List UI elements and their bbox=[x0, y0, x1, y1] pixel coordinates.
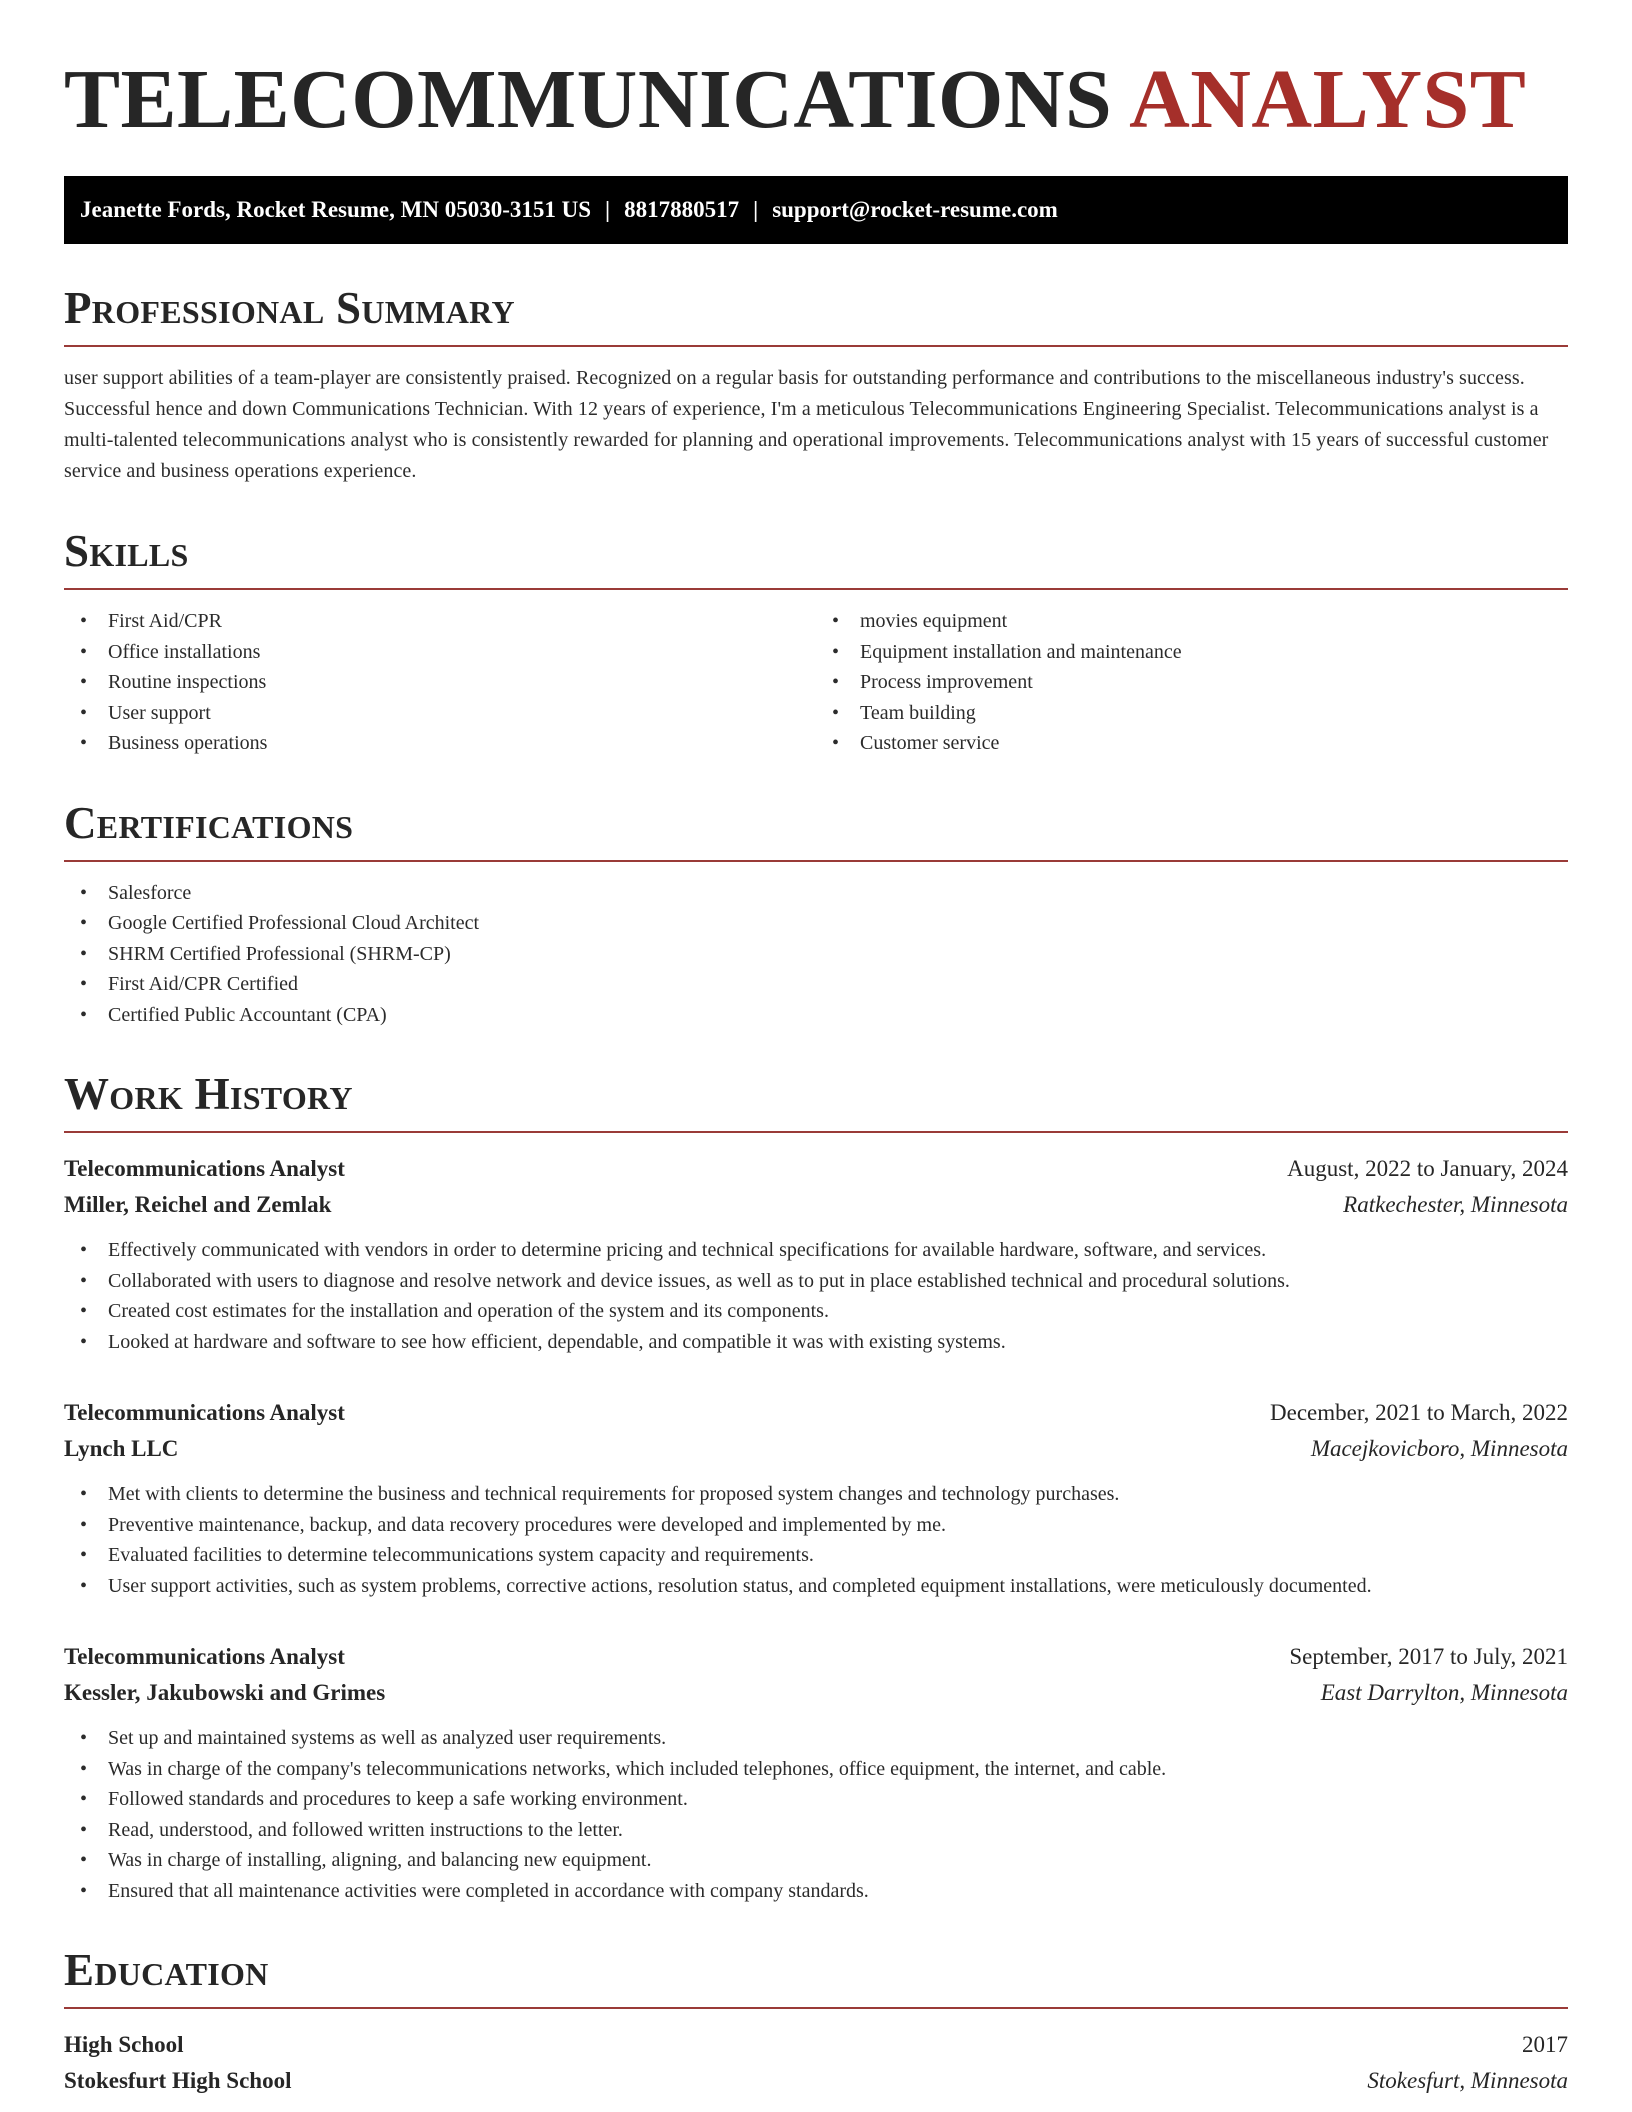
job-duty: • Was in charge of installing, aligning, and balancing new equipment. bbox=[64, 1845, 1568, 1876]
education-school-row bbox=[64, 2063, 1568, 2099]
job-duty: • Effectively communicated with vendors in order to determine pricing and technical specifications for available hardware, software, and services. bbox=[64, 1235, 1568, 1266]
job-header-row bbox=[64, 1151, 1568, 1187]
skills-list-right bbox=[816, 606, 1568, 759]
education-year: 2017 bbox=[1522, 2032, 1568, 2057]
job-company-row bbox=[64, 1187, 1568, 1223]
job-company: Kessler, Jakubowski and Grimes bbox=[64, 1680, 386, 1705]
title-part1: TELECOMMUNICATIONS bbox=[64, 53, 1113, 146]
certification-item: • First Aid/CPR Certified bbox=[64, 969, 1568, 1000]
job-title: Telecommunications Analyst bbox=[64, 1644, 345, 1669]
job-header-row bbox=[64, 1395, 1568, 1431]
job-duty: • Evaluated facilities to determine telecommunications system capacity and requirements. bbox=[64, 1540, 1568, 1571]
job-company: Miller, Reichel and Zemlak bbox=[64, 1192, 332, 1217]
work-history-section bbox=[64, 1069, 1568, 1906]
job-duty: • Ensured that all maintenance activities were completed in accordance with company standards. bbox=[64, 1876, 1568, 1907]
contact-separator: | bbox=[753, 197, 759, 222]
skill-item: • Customer service bbox=[816, 728, 1568, 759]
job-duty: • User support activities, such as system problems, corrective actions, resolution status, and completed equipment installations, were meticulously documented. bbox=[64, 1571, 1568, 1602]
contact-phone: 8817880517 bbox=[624, 197, 740, 222]
job-dates: September, 2017 to July, 2021 bbox=[1289, 1644, 1568, 1669]
job-duties-list bbox=[64, 1479, 1568, 1601]
certification-item: • Certified Public Accountant (CPA) bbox=[64, 1000, 1568, 1031]
resume-title bbox=[64, 53, 1568, 148]
job-company: Lynch LLC bbox=[64, 1436, 179, 1461]
job-entry bbox=[64, 1639, 1568, 1906]
skill-item: • Routine inspections bbox=[64, 667, 816, 698]
summary-section bbox=[64, 283, 1568, 487]
education-location: Stokesfurt, Minnesota bbox=[1367, 2068, 1568, 2093]
job-duty: • Created cost estimates for the installation and operation of the system and its components. bbox=[64, 1296, 1568, 1327]
job-duty: • Preventive maintenance, backup, and data recovery procedures were developed and implemented by me. bbox=[64, 1510, 1568, 1541]
certifications-section bbox=[64, 797, 1568, 1031]
job-duty: • Read, understood, and followed written instructions to the letter. bbox=[64, 1815, 1568, 1846]
job-dates: December, 2021 to March, 2022 bbox=[1270, 1400, 1568, 1425]
education-degree-row bbox=[64, 2027, 1568, 2063]
contact-separator: | bbox=[605, 197, 611, 222]
job-duty: • Was in charge of the company's telecommunications networks, which included telephones, office equipment, the internet, and cable. bbox=[64, 1754, 1568, 1785]
skill-item: • User support bbox=[64, 698, 816, 729]
skills-heading: Skills bbox=[64, 529, 1568, 590]
job-company-row bbox=[64, 1675, 1568, 1711]
skill-item: • Process improvement bbox=[816, 667, 1568, 698]
summary-heading: Professional Summary bbox=[64, 286, 1568, 347]
education-school: Stokesfurt High School bbox=[64, 2068, 292, 2093]
skills-columns bbox=[64, 590, 1568, 759]
skill-item: • Office installations bbox=[64, 637, 816, 668]
job-duty: • Followed standards and procedures to keep a safe working environment. bbox=[64, 1784, 1568, 1815]
contact-address: Jeanette Fords, Rocket Resume, MN 05030-3151 US bbox=[80, 197, 592, 222]
education-degree: High School bbox=[64, 2032, 184, 2057]
education-entry bbox=[64, 2027, 1568, 2099]
skill-item: • Equipment installation and maintenance bbox=[816, 637, 1568, 668]
work-history-heading: Work History bbox=[64, 1072, 1568, 1133]
skills-list-left bbox=[64, 606, 816, 759]
job-entry bbox=[64, 1395, 1568, 1601]
job-title: Telecommunications Analyst bbox=[64, 1156, 345, 1181]
job-duty: • Set up and maintained systems as well as analyzed user requirements. bbox=[64, 1723, 1568, 1754]
job-duties-list bbox=[64, 1235, 1568, 1357]
job-entry bbox=[64, 1151, 1568, 1357]
skill-item: • Business operations bbox=[64, 728, 816, 759]
title-part2: ANALYST bbox=[1129, 53, 1527, 146]
certifications-heading: Certifications bbox=[64, 801, 1568, 862]
job-location: East Darrylton, Minnesota bbox=[1320, 1680, 1568, 1705]
contact-bar bbox=[64, 176, 1568, 244]
contact-email[interactable]: support@rocket-resume.com bbox=[772, 197, 1058, 222]
certification-item: • SHRM Certified Professional (SHRM-CP) bbox=[64, 939, 1568, 970]
job-duty: • Met with clients to determine the business and technical requirements for proposed system changes and technology purchases. bbox=[64, 1479, 1568, 1510]
skill-item: • Team building bbox=[816, 698, 1568, 729]
skills-column-left bbox=[64, 590, 816, 759]
job-location: Macejkovicboro, Minnesota bbox=[1310, 1436, 1568, 1461]
job-header-row bbox=[64, 1639, 1568, 1675]
certifications-list bbox=[64, 878, 1568, 1031]
certification-item: • Salesforce bbox=[64, 878, 1568, 909]
summary-text: user support abilities of a team-player are consistently praised. Recognized on a regular basis for outstanding performance and contributions to the miscellaneous industry's success. Successful hence and down Communications Technician. With 12 years of experience, I'm a meticulous Telecommunications Engineering Specialist. Telecommunications analyst is a multi-talented telecommunications analyst who is consistently rewarded for planning and operational improvements. Telecommunications analyst with 15 years of successful customer service and business operations experience. bbox=[64, 367, 1549, 482]
certification-item: • Google Certified Professional Cloud Architect bbox=[64, 908, 1568, 939]
skills-column-right bbox=[816, 590, 1568, 759]
education-section bbox=[64, 1945, 1568, 2099]
job-duties-list bbox=[64, 1723, 1568, 1906]
skill-item: • movies equipment bbox=[816, 606, 1568, 637]
skill-item: • First Aid/CPR bbox=[64, 606, 816, 637]
job-duty: • Collaborated with users to diagnose and resolve network and device issues, as well as to put in place established technical and procedural solutions. bbox=[64, 1266, 1568, 1297]
job-company-row bbox=[64, 1431, 1568, 1467]
education-heading: Education bbox=[64, 1948, 1568, 2009]
job-title: Telecommunications Analyst bbox=[64, 1400, 345, 1425]
skills-section bbox=[64, 526, 1568, 759]
job-dates: August, 2022 to January, 2024 bbox=[1287, 1156, 1568, 1181]
job-location: Ratkechester, Minnesota bbox=[1343, 1192, 1568, 1217]
job-duty: • Looked at hardware and software to see how efficient, dependable, and compatible it was with existing systems. bbox=[64, 1327, 1568, 1358]
